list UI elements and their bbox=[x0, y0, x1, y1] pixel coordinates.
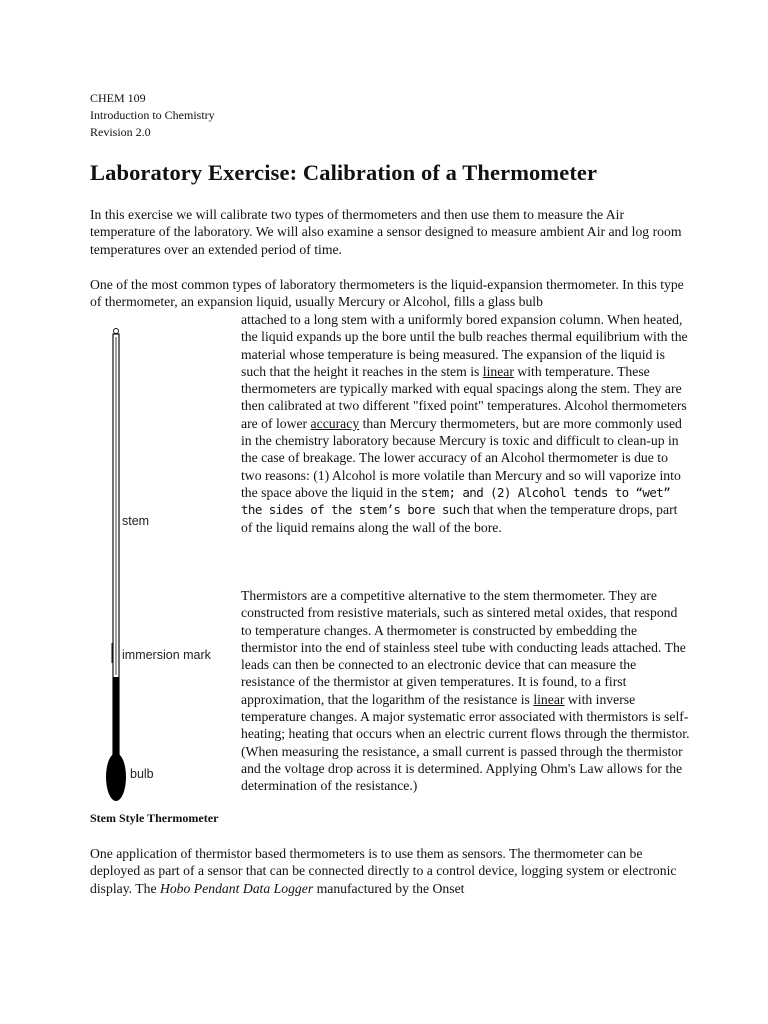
final-text-a: One application of thermistor based thermometers is to use them as sensors. The thermometer can be deployed as part of a sensor that can be connected directly to a control device, logging system or electronic display. The bbox=[90, 846, 677, 896]
stem-top-cap bbox=[114, 329, 119, 334]
page-title: Laboratory Exercise: Calibration of a Thermometer bbox=[90, 160, 598, 185]
bulb-shape bbox=[106, 753, 126, 801]
revision: Revision 2.0 bbox=[90, 125, 151, 139]
figure-caption: Stem Style Thermometer bbox=[90, 811, 219, 825]
course-code: CHEM 109 bbox=[90, 91, 146, 105]
accuracy-term: accuracy bbox=[310, 415, 360, 431]
liquid-text-d: that when the temperature drops, part of the liquid remains along the wall of the bore. bbox=[241, 502, 678, 535]
liquid-text-b: with temperature. These thermometers are typically marked with equal spacings along the stem. They are then calibrated at two different "fixed point" temperatures. Alcohol thermometers are of lower bbox=[241, 363, 687, 431]
final-text-b: manufactured by the Onset bbox=[316, 880, 465, 896]
thermometer-figure bbox=[100, 325, 220, 805]
thermistor-text-b: with inverse temperature changes. A major systematic error associated with thermistors is self-heating; heating that occurs when an electric current flows through the thermistor. (When measuring the resistance, a small current is passed through the thermistor and the voltage drop across it is determined. Applying Ohm's Law allows for the determination of the resistance.) bbox=[241, 691, 690, 794]
course-name: Introduction to Chemistry bbox=[90, 108, 215, 122]
thermistor-paragraph bbox=[241, 587, 691, 795]
label-bulb: bulb bbox=[130, 767, 154, 781]
intro-paragraph: In this exercise we will calibrate two types of thermometers and then use them to measure the Air temperature of the laboratory. We will also examine a sensor designed to measure ambient Air and log room temperatures over an extended period of time. bbox=[90, 207, 682, 257]
linear-term: linear bbox=[482, 363, 514, 379]
final-paragraph bbox=[90, 845, 690, 897]
label-immersion-mark: immersion mark bbox=[122, 648, 211, 662]
thermistor-text-a: Thermistors are a competitive alternative to the stem thermometer. They are constructed from resistive materials, such as sintered metal oxides, that respond to temperature changes. A thermometer is constructed by embedding the thermistor into the end of stainless steel tube with conducting leads attached. The leads can then be connected to an electronic device that can measure the resistance of the thermistor at given temperatures. It is found, to a first approximation, that the logarithm of the resistance is bbox=[241, 588, 686, 707]
liquid-text-a: attached to a long stem with a uniformly bored expansion column. When heated, the liquid expands up the bore until the bulb reaches thermal equilibrium with the material whose temperature is being measured. The expansion of the liquid is such that the height it reaches in the stem is bbox=[241, 312, 688, 379]
liquid-para-lead: One of the most common types of laboratory thermometers is the liquid-expansion thermometer. In this type of thermometer, an expansion liquid, usually Mercury or Alcohol, fills a glass bulb bbox=[90, 277, 684, 310]
liquid-text-mono: stem; and (2) Alcohol tends to “wet” the sides of the stem’s bore such bbox=[241, 484, 671, 518]
document-header bbox=[90, 90, 215, 141]
liquid-text-c: than Mercury thermometers, but are more commonly used in the chemistry laboratory because Mercury is toxic and difficult to clean-up in the case of breakage. The lower accuracy of an Alcohol thermometer is due to two reasons: (1) Alcohol is more volatile than Mercury and so will vaporize into the space above the liquid in the bbox=[241, 415, 682, 500]
label-stem: stem bbox=[122, 514, 150, 528]
liquid-para-wrapped bbox=[241, 311, 691, 536]
linear-term-2: linear bbox=[533, 691, 565, 707]
product-name: Hobo Pendant Data Logger bbox=[159, 880, 314, 896]
